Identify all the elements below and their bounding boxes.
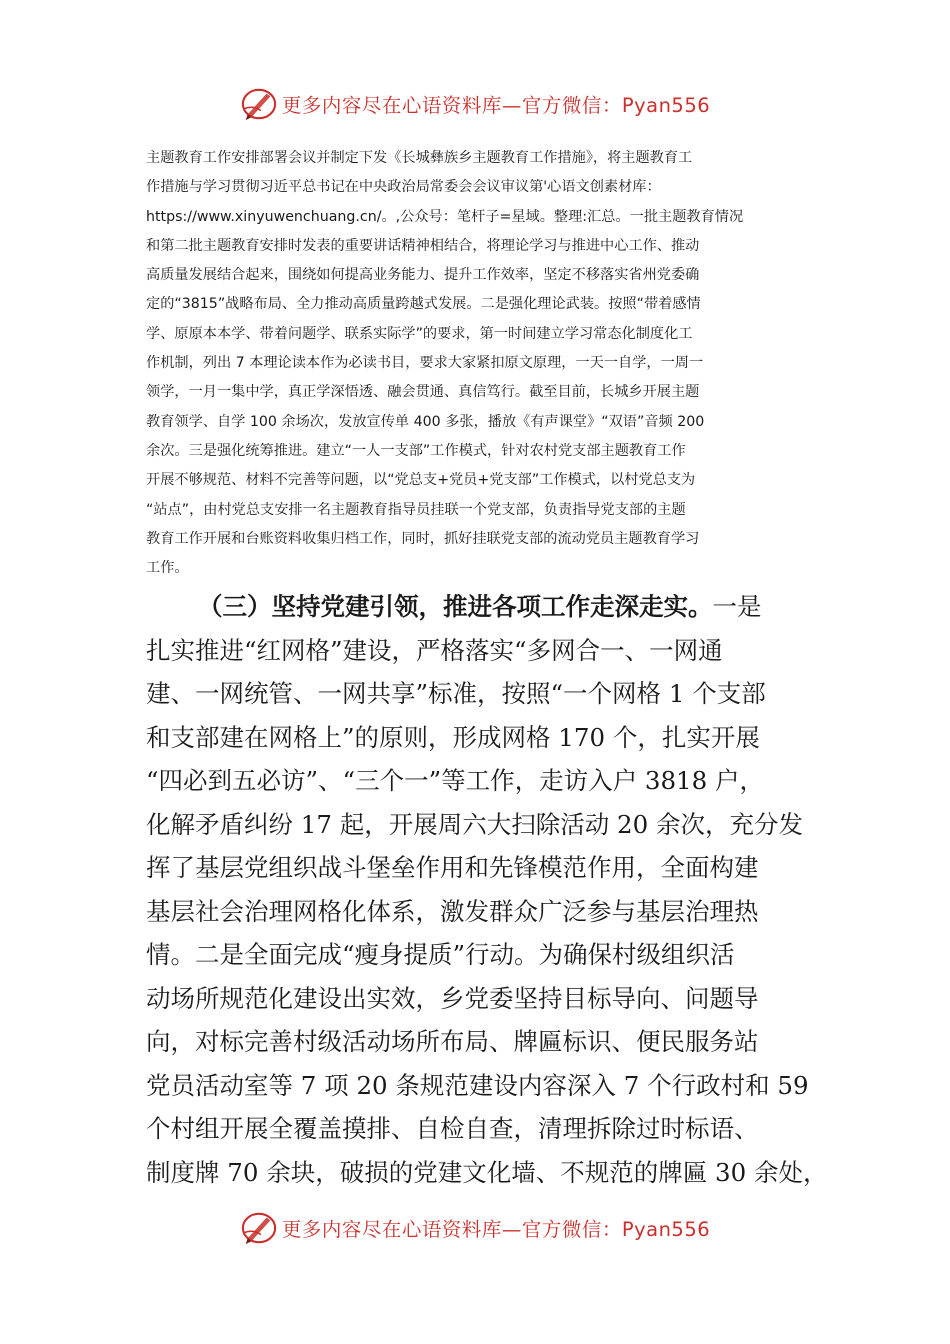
text-line: 制度牌 70 余块，破损的党建文化墙、不规范的牌匾 30 余处， (146, 1157, 828, 1187)
text-line: 扎实推进“红网格”建设，严格落实“多网合一、一网通 (146, 635, 723, 665)
pen-logo-icon (240, 86, 278, 122)
text-line: 教育领学、自学 100 余场次，发放宣传单 400 多张，播放《有声课堂》“双语”音频 200 (146, 413, 705, 430)
text-line: 和第二批主题教育安排时发表的重要讲话精神相结合，将理论学习与推进中心工作、推动 (146, 237, 700, 254)
text-line: 动场所规范化建设出实效，乡党委坚持目标导向、问题导 (146, 983, 759, 1013)
text-line: 党员活动室等 7 项 20 条规范建设内容深入 7 个行政村和 59 (146, 1070, 809, 1100)
text-line: 化解矛盾纠纷 17 起，开展周六大扫除活动 20 余次，充分发 (146, 809, 803, 839)
text-line: 建、一网统管、一网共享”标准，按照“一个网格 1 个支部 (146, 679, 766, 708)
body-paragraph-large (146, 585, 828, 1194)
text-line: 主题教育工作安排部署会议并制定下发《长城彝族乡主题教育工作措施》，将主题教育工 (146, 150, 693, 166)
text-line: 余次。三是强化统筹推进。建立“一人一支部”工作模式，针对农村党支部主题教育工作 (146, 442, 686, 459)
section-heading: （三）坚持党建引领，推进各项工作走深走实。 (198, 592, 713, 621)
text-line: 学、原原本本学、带着问题学、联系实际学”的要求，第一时间建立学习常态化制度化工 (146, 325, 693, 342)
banner-text: 更多内容尽在心语资料库—官方微信：Pyan556 (281, 1218, 711, 1241)
body-paragraph-small (146, 144, 818, 583)
text-line: 工作。 (146, 560, 189, 577)
text-line: 领学，一月一集中学，真正学深悟透、融会贯通、真信笃行。截至目前，长城乡开展主题 (146, 384, 700, 401)
text-line: 开展不够规范、材料不完善等问题，以“党总支+党员+党支部”工作模式，以村党总支为 (146, 472, 696, 489)
pen-logo-icon (240, 1210, 278, 1246)
text-fragment: 一是 (712, 592, 762, 621)
text-line: 个村组开展全覆盖摸排、自检自查，清理拆除过时标语、 (146, 1114, 759, 1143)
text-line: “四必到五必访”、“三个一”等工作，走访入户 3818 户， (146, 766, 765, 795)
text-line: 作措施与学习贯彻习近平总书记在中央政治局常委会会议审议第'心语文创素材库： (146, 179, 661, 196)
text-line: 作机制，列出 7 本理论读本作为必读书目，要求大家紧扣原文原理，一天一自学，一周一 (146, 355, 704, 372)
first-line (146, 585, 816, 629)
text-line: 定的“3815”战略布局、全力推动高质量跨越式发展。二是强化理论武装。按照“带着感情 (146, 296, 701, 313)
text-line: “站点”，由村党总支安排一名主题教育指导员挂联一个党支部，负责指导党支部的主题 (146, 501, 686, 518)
footer-banner (0, 1208, 950, 1248)
header-banner (0, 84, 950, 124)
text-line: 和支部建在网格上”的原则，形成网格 170 个，扎实开展 (146, 722, 760, 752)
text-line: 基层社会治理网格化体系，激发群众广泛参与基层治理热 (146, 896, 759, 926)
text-line: 情。二是全面完成“瘦身提质”行动。为确保村级组织活 (146, 940, 735, 969)
text-line: 向，对标完善村级活动场所布局、牌匾标识、便民服务站 (146, 1027, 759, 1056)
text-line: 挥了基层党组织战斗堡垒作用和先锋模范作用，全面构建 (146, 853, 759, 882)
text-line: 教育工作开展和台账资料收集归档工作，同时，抓好挂联党支部的流动党员主题教育学习 (146, 530, 700, 547)
text-line: https://www.xinyuwenchuang.cn/。,公众号：笔杆子=星域。整理:汇总。一批主题教育情况 (146, 208, 744, 225)
banner-text: 更多内容尽在心语资料库—官方微信：Pyan556 (281, 94, 711, 117)
text-line: 高质量发展结合起来，围绕如何提高业务能力、提升工作效率，坚定不移落实省州党委确 (146, 267, 700, 284)
